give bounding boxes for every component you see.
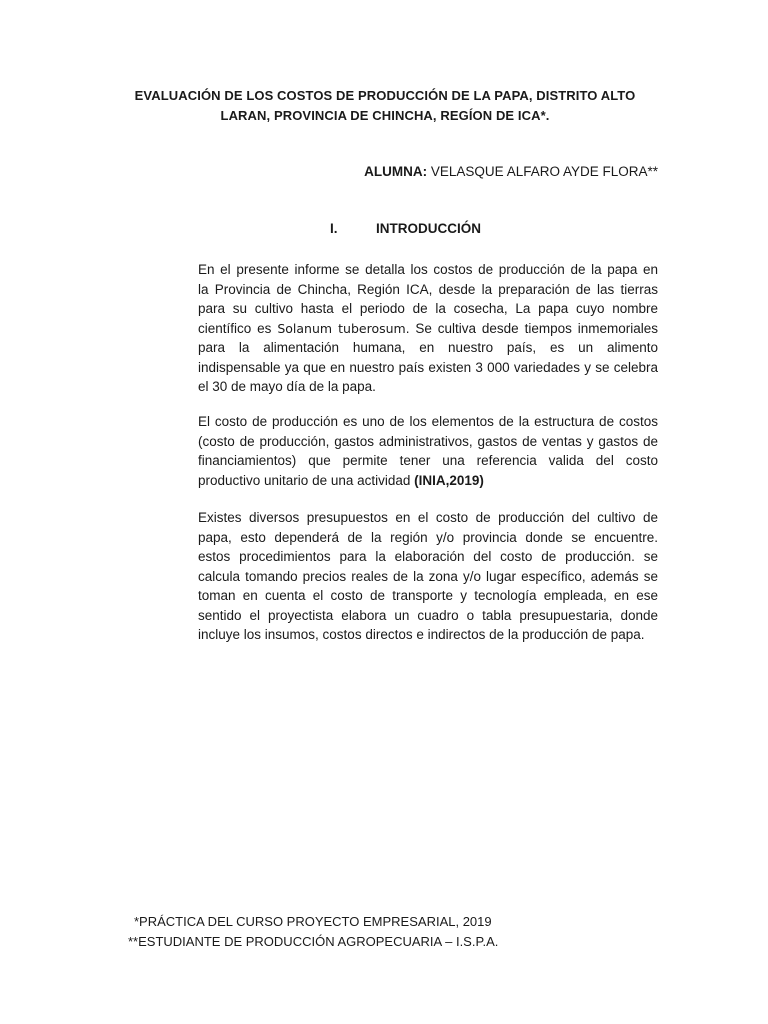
p1-line-7: el 30 de mayo día de la papa.	[198, 379, 376, 394]
p1-line-6: indispensable ya que en nuestro país existen 3 000 variedades y se celebra	[198, 359, 658, 375]
footnote-2: **ESTUDIANTE DE PRODUCCIÓN AGROPECUARIA – I.S.P.A.	[128, 934, 499, 949]
section-title: INTRODUCCIÓN	[376, 221, 481, 236]
p1-line-4	[198, 319, 658, 339]
footnotes	[128, 912, 498, 952]
p3-line-3: estos procedimientos para la elaboración del costo de producción. se	[198, 549, 658, 564]
p1-line-3: para su cultivo hasta el periodo de la cosecha, La papa cuyo nombre	[198, 301, 658, 316]
p2-line-4-a: productivo unitario de una actividad	[198, 472, 411, 488]
p3-line-5: toman en cuenta el costo de transporte y tecnología empleada, en ese	[198, 588, 658, 603]
author-line	[364, 164, 658, 179]
p3-line-4: calcula tomando precios reales de la zona y/o lugar específico, además se	[198, 568, 658, 584]
section-number: I.	[330, 221, 338, 236]
paragraph-1	[198, 260, 658, 397]
p1-line-1: En el presente informe se detalla los costos de producción de la papa en	[198, 262, 658, 277]
paragraph-3	[198, 508, 658, 645]
p1-line-5: para la alimentación humana, en nuestro país, es un alimento	[198, 340, 658, 355]
p2-line-4	[198, 471, 658, 491]
paragraph-2	[198, 412, 658, 490]
p1-line-4-c: . Se cultiva desde tiempos inmemoriales	[405, 320, 658, 336]
p3-line-2: papa, esto dependerá de la región y/o provincia donde se encuentre.	[198, 529, 658, 545]
author-label: ALUMNA:	[364, 164, 428, 179]
section-heading	[330, 221, 481, 236]
document-title	[120, 86, 650, 126]
author-name: VELASQUE ALFARO AYDE FLORA**	[430, 164, 658, 179]
p3-line-7: incluye los insumos, costos directos e indirectos de la producción de papa.	[198, 627, 645, 642]
title-line-2: LARAN, PROVINCIA DE CHINCHA, REGÍON DE ICA*.	[220, 108, 550, 123]
p2-line-1: El costo de producción es uno de los elementos de la estructura de costos	[198, 414, 658, 429]
scientific-name: Solanum tuberosum	[277, 320, 406, 336]
p2-line-3: financiamientos) que permite tener una referencia valida del costo	[198, 453, 658, 468]
citation: (INIA,2019)	[414, 472, 484, 488]
p1-line-4-a: científico es	[198, 320, 272, 336]
p3-line-6: sentido el proyectista elabora un cuadro o tabla presupuestaria, donde	[198, 607, 658, 623]
footnote-1: *PRÁCTICA DEL CURSO PROYECTO EMPRESARIAL, 2019	[134, 914, 492, 929]
title-line-1: EVALUACIÓN DE LOS COSTOS DE PRODUCCIÓN DE LA PAPA, DISTRITO ALTO	[134, 88, 636, 103]
p2-line-2: (costo de producción, gastos administrativos, gastos de ventas y gastos de	[198, 433, 658, 449]
p1-line-2: la Provincia de Chincha, Región ICA, desde la preparación de las tierras	[198, 281, 658, 297]
p3-line-1: Existes diversos presupuestos en el costo de producción del cultivo de	[198, 510, 658, 525]
